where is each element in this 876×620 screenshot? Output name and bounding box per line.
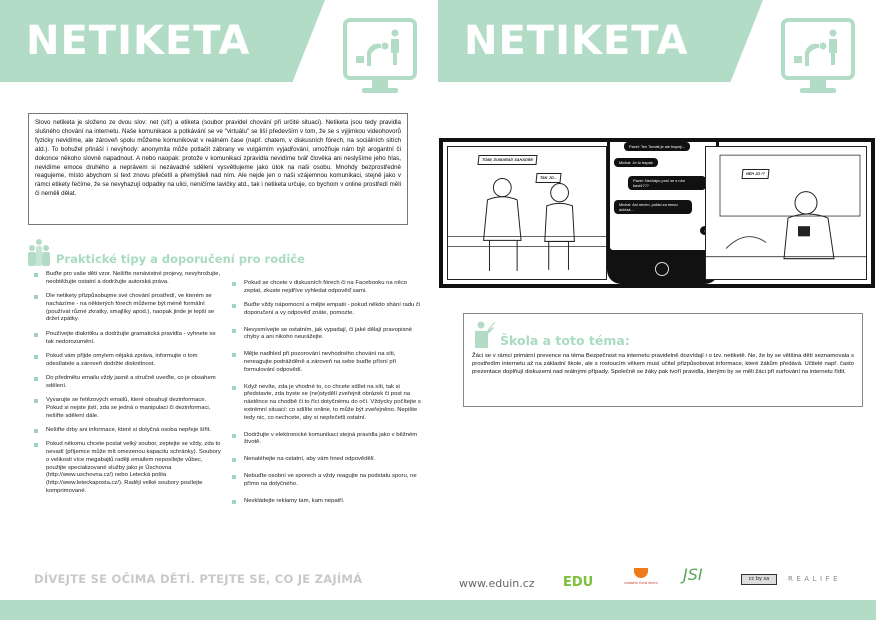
- intro-text-box: [28, 113, 408, 225]
- school-title: Škola a toto téma:: [500, 333, 630, 348]
- chat-message: Pavel: Ten Tomáš je ale trapný...: [624, 142, 690, 151]
- tip-item: Dle netikety přizpůsobujme své chování prostředí, ve kterém se nacházíme - na některých fórech můžeme být méně formální (používat různé zkratky, smajlíky apod.), naopak jinde je lepší se držet zpátky.: [34, 293, 224, 324]
- bullet-icon: [34, 443, 38, 447]
- tip-item: Mějte nadhled při pozorování nevhodného chování na síti, nereagujte podrážděně a zároveň na sebe buďte přísní při formulování odpovědí.: [232, 351, 422, 374]
- tips-heading: [26, 238, 305, 266]
- tip-item: Pokud někomu chcete poslat velký soubor, zeptejte se vždy, zda to nevadí (příjemce může mít omezenou kapacitu schránky). Soubory o velikosti více megabajtů raději emailem neposílejte vůbec, použijte specializované služby jako je Úschovna (http://www.uschovna.cz/) nebo Letecká pošta (http://www.leteckaposta.cz/). Raději velké soubory posílejte komprimované.: [34, 441, 224, 496]
- slogan: DÍVEJTE SE OČIMA DĚTÍ. PTEJTE SE, CO JE ZAJÍMÁ: [34, 572, 363, 586]
- bullet-icon: [232, 458, 236, 462]
- comic-panel-boys: [447, 146, 607, 280]
- bullet-icon: [232, 353, 236, 357]
- bullet-icon: [232, 282, 236, 286]
- bullet-icon: [34, 377, 38, 381]
- tip-item: Buďte pro vaše děti vzor. Nešiřte nenávistné projevy, nevyhrožujte, neobtěžujte ostatní a dodržujte autorská práva.: [34, 271, 224, 287]
- chat-message: Michal: Je to trapák: [614, 158, 658, 167]
- tip-item: Vyvarujte se řetězových emailů, které obsahují dezinformace. Pokud si nejste jistí, zda se jedná o manipulaci či dezinformaci, nešiřte sdělení dále.: [34, 397, 224, 420]
- tip-item: Nevysmívejte se ostatním, jak vypadají, či jaké dělají pravopisné chyby a ani nikoho neurážejte.: [232, 327, 422, 343]
- bullet-icon: [232, 329, 236, 333]
- tips-column-1: [34, 271, 224, 502]
- nadacni-fond-icon: [634, 568, 648, 578]
- bullet-icon: [232, 434, 236, 438]
- chat-message: Pavel: Nechápu proč se s ním bavíš???: [628, 176, 706, 190]
- website-link[interactable]: www.eduin.cz: [459, 577, 535, 590]
- teacher-icon: [474, 320, 496, 348]
- phone-illustration: [607, 142, 719, 284]
- bullet-icon: [232, 386, 236, 390]
- tips-title: Praktické tipy a doporučení pro rodiče: [56, 252, 305, 266]
- tip-item: Pokud vám přijde omylem nějaká zpráva, informujte o tom odesílatele a zároveň dodržte diskrétnost.: [34, 353, 224, 369]
- comic-strip: [439, 138, 875, 288]
- bullet-icon: [34, 333, 38, 337]
- page-title: NETIKETA: [464, 18, 689, 64]
- tip-item: Nevkládejte reklamy tam, kam nepatří.: [232, 498, 422, 506]
- bullet-icon: [232, 500, 236, 504]
- creative-commons-badge: cc by sa: [741, 574, 777, 585]
- intro-text: Slovo netiketa je složeno ze dvou slov: net (síť) a etiketa (soubor pravidel chování při určité situaci). Netiketa jsou tedy pravidla slušného chování na internetu. Naše komunikace a potkávání se ve "virtuálu" se liší především v tom, že se s výjimkou videohovorů fyzicky nevidíme, ale zároveň spolu můžeme komunikovat v reálném čase (např. chatem, v diskusních fórech, na sociálních sítích atd.). To bohužel přináší i nevýhody: anonymita může potlačit zábrany ve vulgárním vyjadřování, umožňuje nám být arogantní či dokonce někoho slovně napadnout. A nebo naopak: protože v komunikaci zpravidla nevidíme tvář člověka ani neslyšíme jeho hlas, nevidíme emoce druhého a neprávem si nezávadné sdělení vysvětlujeme jako útok na naši osobu. Mnohdy bezprostředně reagujeme, místo abychom si text znovu přečetli a přemýšleli nad ním. Ale nejde jen o naši vzájemnou komunikaci, stejně jako v rámci etikety řečíme, že se nevyhazují odpadky na ulici, neničíme lavičky atd., tak i netiketa určuje, co bychom v online prostředí měli či neměli dělat.: [35, 119, 401, 198]
- speech-bubble: HEH JO !?: [741, 169, 769, 179]
- tip-item: Pokud se chcete v diskusních fórech či na Facebooku na něco zeptat, zkuste nejdříve vyhledat odpověď sami.: [232, 280, 422, 296]
- nadacni-fond-logo: nadační fond sirení: [623, 568, 659, 585]
- tip-item: Když nevíte, zda je vhodné to, co chcete sdílet na síti, tak si představte, zda byste se (ne)stydělí zveřejnit obrázek či post na nástěnce na chodbě či to říci dotyčnému do očí. Vždycky počítejte s extrémní situací: co sdílíte online, to může být zveřejněno. Nepište tedy nic, co nechcete, aby si nepřečetli ostatní.: [232, 384, 422, 423]
- school-text: Žáci se v rámci primární prevence na téma Bezpečnost na internetu pravidelně dozvídají i o tzv. netiketě. Ne, že by se většina dětí seznamovala s prostředím internetu až na základní škole, ale s rostoucím věkem musí učitel přizpůsobovat informace, které žákům předává. Učitelé např. často prezentace doplňují diskuzemi nad reálnými případy. Společně se žáky pak tvoří pravidla, kterými by se měli žáci při surfování na internetu řídit.: [472, 353, 854, 375]
- speech-bubble: TAK JO...: [535, 173, 561, 183]
- tip-item: Buďte vždy nápomocní a mějte empatii - pokud někdo shání radu či doporučení a vy odpověď znáte, pomozte.: [232, 302, 422, 318]
- monitor-bowing-person-icon: [342, 18, 418, 98]
- realife-logo: REALIFE: [788, 575, 841, 583]
- speech-bubble: TOMI, DUMARAD SAHADÍM!: [477, 155, 537, 165]
- edu-logo: EDU: [563, 575, 594, 590]
- bullet-icon: [34, 355, 38, 359]
- tips-column-2: [232, 280, 422, 512]
- tip-item: Používejte diakritiku a dodržujte gramatická pravidla - vyhnete se tak nedorozumění.: [34, 331, 224, 347]
- tip-item: Nebuďte osobní ve sporech a vždy reagujte na podstatu sporu, ne přímo na dotyčného.: [232, 473, 422, 489]
- footer-bar: [0, 600, 438, 620]
- sitting-boy-illustration: [706, 147, 866, 279]
- school-heading: [474, 320, 630, 348]
- home-button-icon: [655, 262, 669, 276]
- school-box: [463, 313, 863, 407]
- right-page: [438, 0, 876, 620]
- bullet-icon: [34, 273, 38, 277]
- bullet-icon: [232, 475, 236, 479]
- tip-item: Dodržujte v elektronické komunikaci stejná pravidla jako v běžném životě.: [232, 432, 422, 448]
- tip-item: Do předmětu emailu vždy jasně a stručně uveďte, co je obsahem sdělení.: [34, 375, 224, 391]
- bullet-icon: [34, 295, 38, 299]
- chat-message: Michal: Ani nevím, pořád za mnou dolézá...: [614, 200, 692, 214]
- bullet-icon: [34, 399, 38, 403]
- bullet-icon: [232, 304, 236, 308]
- chat-screen: [610, 142, 716, 250]
- tip-item: Nenaléhejte na ostatní, aby vám hned odpovědělí.: [232, 456, 422, 464]
- page-title: NETIKETA: [26, 18, 251, 64]
- jsi-logo: JSI: [683, 565, 703, 584]
- comic-panel-sitting-boy: [705, 146, 867, 280]
- footer-bar: [438, 600, 876, 620]
- bullet-icon: [34, 429, 38, 433]
- family-icon: [26, 238, 52, 266]
- two-boys-illustration: [448, 147, 606, 279]
- tip-item: Nešiřte drby ani informace, které si dotyčná osoba nepřeje šířit.: [34, 427, 224, 435]
- monitor-bowing-person-icon: [780, 18, 856, 98]
